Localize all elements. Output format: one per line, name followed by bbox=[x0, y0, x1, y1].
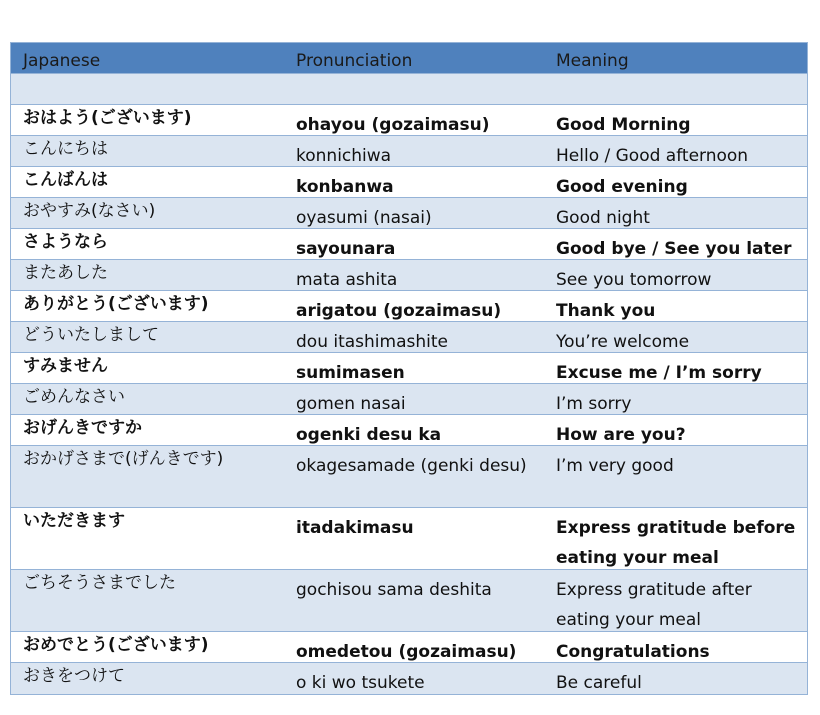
cell-japanese: いただきます bbox=[23, 511, 125, 531]
table-row bbox=[11, 632, 807, 663]
header-meaning: Meaning bbox=[556, 51, 629, 71]
cell-japanese: さようなら bbox=[23, 232, 108, 252]
cell-pronunciation: mata ashita bbox=[296, 270, 398, 290]
cell-pronunciation: o ki wo tsukete bbox=[296, 673, 425, 693]
cell-meaning: Be careful bbox=[556, 673, 642, 693]
cell-pronunciation: sayounara bbox=[296, 239, 396, 259]
table-row bbox=[11, 570, 807, 632]
cell-japanese: すみません bbox=[23, 356, 108, 376]
table-row bbox=[11, 384, 807, 415]
cell-japanese: おきをつけて bbox=[23, 666, 125, 686]
table-row bbox=[11, 229, 807, 260]
cell-japanese: またあした bbox=[23, 263, 108, 283]
cell-meaning: Good Morning bbox=[556, 115, 691, 135]
table-row bbox=[11, 260, 807, 291]
cell-meaning: Express gratitude before eating your meal bbox=[556, 518, 796, 568]
table-spacer-row bbox=[11, 74, 807, 105]
cell-pronunciation: konbanwa bbox=[296, 177, 394, 197]
cell-japanese: どういたしまして bbox=[23, 325, 159, 345]
table-row bbox=[11, 322, 807, 353]
table-row bbox=[11, 353, 807, 384]
header-japanese: Japanese bbox=[23, 51, 101, 71]
cell-meaning: You’re welcome bbox=[556, 332, 690, 352]
table-row bbox=[11, 508, 807, 570]
cell-pronunciation: gochisou sama deshita bbox=[296, 580, 492, 600]
cell-japanese: おめでとう(ございます) bbox=[23, 635, 209, 655]
cell-japanese: こんにちは bbox=[23, 139, 108, 159]
table-row bbox=[11, 663, 807, 694]
cell-japanese: ありがとう(ございます) bbox=[23, 294, 209, 314]
cell-japanese: おかげさまで(げんきです) bbox=[23, 449, 224, 469]
cell-meaning: Thank you bbox=[556, 301, 656, 321]
cell-japanese: ごめんなさい bbox=[23, 387, 125, 407]
cell-japanese: おやすみ(なさい) bbox=[23, 201, 156, 221]
cell-japanese: おげんきですか bbox=[23, 418, 142, 438]
table-row bbox=[11, 415, 807, 446]
table-row bbox=[11, 136, 807, 167]
cell-meaning: I’m very good bbox=[556, 456, 674, 476]
table-row bbox=[11, 105, 807, 136]
cell-meaning: Good evening bbox=[556, 177, 688, 197]
cell-meaning: Excuse me / I’m sorry bbox=[556, 363, 762, 383]
cell-meaning: Good bye / See you later bbox=[556, 239, 792, 259]
cell-pronunciation: arigatou (gozaimasu) bbox=[296, 301, 502, 321]
table-row bbox=[11, 446, 807, 508]
phrase-table bbox=[10, 42, 808, 695]
cell-pronunciation: oyasumi (nasai) bbox=[296, 208, 432, 228]
cell-japanese: ごちそうさまでした bbox=[23, 573, 176, 593]
cell-pronunciation: okagesamade (genki desu) bbox=[296, 456, 527, 476]
cell-meaning: Hello / Good afternoon bbox=[556, 146, 749, 166]
cell-pronunciation: itadakimasu bbox=[296, 518, 414, 538]
cell-meaning: How are you? bbox=[556, 425, 686, 445]
table-row bbox=[11, 198, 807, 229]
cell-meaning: Congratulations bbox=[556, 642, 710, 662]
table-row bbox=[11, 167, 807, 198]
cell-japanese: おはよう(ございます) bbox=[23, 108, 192, 128]
cell-pronunciation: konnichiwa bbox=[296, 146, 392, 166]
cell-pronunciation: omedetou (gozaimasu) bbox=[296, 642, 517, 662]
cell-meaning: See you tomorrow bbox=[556, 270, 712, 290]
cell-pronunciation: dou itashimashite bbox=[296, 332, 448, 352]
cell-pronunciation: gomen nasai bbox=[296, 394, 406, 414]
table-row bbox=[11, 291, 807, 322]
cell-japanese: こんばんは bbox=[23, 170, 108, 190]
table-header bbox=[11, 43, 807, 74]
header-pronunciation: Pronunciation bbox=[296, 51, 413, 71]
cell-pronunciation: ohayou (gozaimasu) bbox=[296, 115, 490, 135]
cell-pronunciation: sumimasen bbox=[296, 363, 405, 383]
cell-meaning: Express gratitude after eating your meal bbox=[556, 580, 752, 630]
cell-pronunciation: ogenki desu ka bbox=[296, 425, 442, 445]
cell-meaning: Good night bbox=[556, 208, 650, 228]
cell-meaning: I’m sorry bbox=[556, 394, 632, 414]
